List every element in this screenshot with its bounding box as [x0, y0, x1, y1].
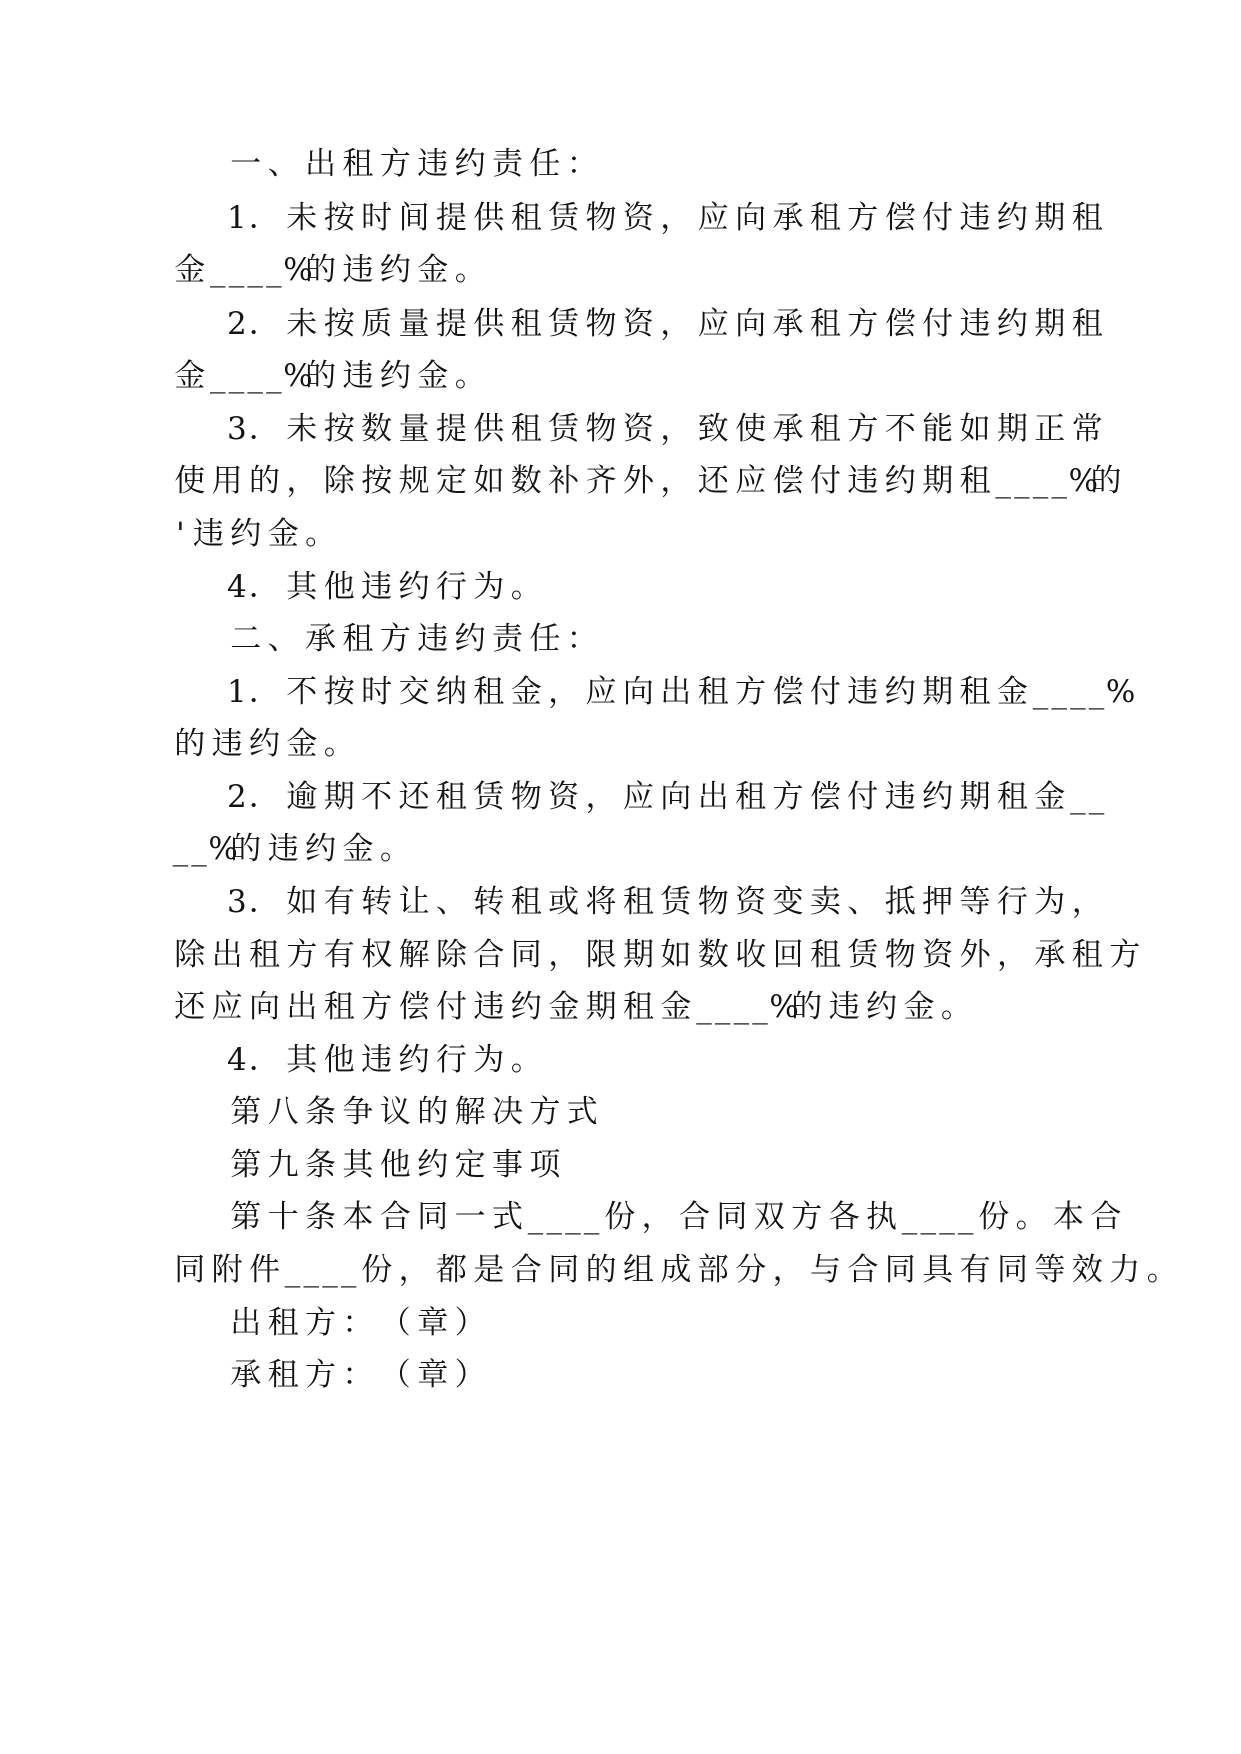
clause-line: 1 ． 未 按 时 间 提 供 租 赁 物 资 ， 应 向 承 租 方 偿 付 违 约 期 租 — [227, 200, 1103, 236]
clause-line: 除 出 租 方 有 权 解 除 合 同 ， 限 期 如 数 收 回 租 赁 物 资 外 ， 承 租 方 — [174, 937, 1141, 973]
clause-line: 3 ． 如 有 转 让 、 转 租 或 将 租 赁 物 资 变 卖 、 抵 押 等 行 为 ， — [227, 884, 1103, 920]
clause-line: 金 _ _ _ _ % 的 违 约 金 。 — [174, 358, 486, 394]
clause-line: 2 ． 未 按 质 量 提 供 租 赁 物 资 ， 应 向 承 租 方 偿 付 违 约 期 租 — [227, 306, 1103, 342]
signature-lessee: 承 租 方 ： （ 章 ） — [230, 1357, 486, 1393]
section-heading-lessee-breach: 二 、 承 租 方 违 约 责 任 ： — [230, 621, 598, 657]
clause-line: 还 应 向 出 租 方 偿 付 违 约 金 期 租 金 _ _ _ _ % 的 违 约 金 。 — [174, 989, 972, 1025]
article-heading: 第 八 条 争 议 的 解 决 方 式 — [230, 1094, 598, 1130]
clause-line: 4 ． 其 他 违 约 行 为 。 — [227, 569, 542, 605]
clause-line: 同 附 件 _ _ _ _ 份 ， 都 是 合 同 的 组 成 部 分 ， 与 合 同 具 有 同 等 效 力 。 — [174, 1252, 1178, 1288]
clause-line: _ _ % 的 违 约 金 。 — [172, 831, 411, 867]
clause-line: 4 ． 其 他 违 约 行 为 。 — [227, 1042, 542, 1078]
signature-lessor: 出 租 方 ： （ 章 ） — [230, 1305, 486, 1341]
clause-line: 的 违 约 金 。 — [174, 726, 355, 762]
clause-line: 金 _ _ _ _ % 的 违 约 金 。 — [174, 252, 486, 288]
article-heading: 第 九 条 其 他 约 定 事 项 — [230, 1147, 561, 1183]
clause-line: ' 违 约 金 。 — [176, 516, 337, 552]
clause-line: 1 ． 不 按 时 交 纳 租 金 ， 应 向 出 租 方 偿 付 违 约 期 租 金 _ _ _ _ % — [227, 674, 1136, 710]
clause-line: 3 ． 未 按 数 量 提 供 租 赁 物 资 ， 致 使 承 租 方 不 能 如 期 正 常 — [227, 411, 1103, 447]
section-heading-lessor-breach: 一 、 出 租 方 违 约 责 任 ： — [230, 146, 598, 182]
clause-line: 第 十 条 本 合 同 一 式 _ _ _ _ 份 ， 合 同 双 方 各 执 _ _ _ _ 份 。 本 合 — [230, 1199, 1122, 1235]
clause-line: 使 用 的 ， 除 按 规 定 如 数 补 齐 外 ， 还 应 偿 付 违 约 期 租 _ _ _ _ % 的 — [174, 463, 1122, 499]
clause-line: 2 ． 逾 期 不 还 租 赁 物 资 ， 应 向 出 租 方 偿 付 违 约 期 租 金 _ _ — [227, 779, 1105, 815]
